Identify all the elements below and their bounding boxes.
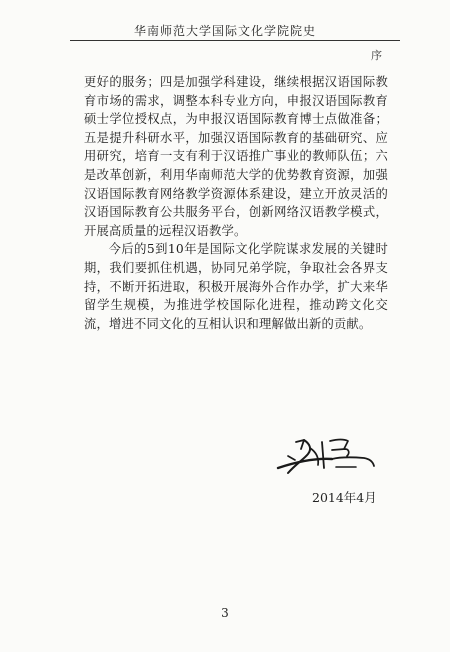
paragraph-future-plan: 今后的5到10年是国际文化学院谋求发展的关键时期，我们要抓住机遇，协同兄弟学院，争取社会各界支持，不断开拓进取，积极开展海外合作办学，扩大来华留学生规模，为推进学校国际化进程，推动跨文化交流，增进不同文化的互相认识和理解做出新的贡献。 — [84, 242, 388, 331]
header-rule — [70, 40, 400, 41]
handwritten-signature — [274, 432, 378, 482]
body-text — [84, 73, 388, 333]
signature-date: 2014年4月 — [312, 490, 377, 505]
page-number: 3 — [221, 606, 229, 620]
running-header-title: 华南师范大学国际文化学院院史 — [133, 24, 316, 38]
section-label: 序 — [371, 49, 382, 62]
paragraph-continuation: 更好的服务；四是加强学科建设，继续根据汉语国际教育市场的需求，调整本科专业方向，申报汉语国际教育硕士学位授权点，为申报汉语国际教育博士点做准备；五是提升科研水平，加强汉语国际教育的基础研究、应用研究，培育一支有利于汉语推广事业的教师队伍；六是改革创新，利用华南师范大学的优势教育资源，加强汉语国际教育网络教学资源体系建设，建立开放灵活的汉语国际教育公共服务平台，创新网络汉语教学模式，开展高质量的远程汉语教学。 — [84, 75, 388, 238]
